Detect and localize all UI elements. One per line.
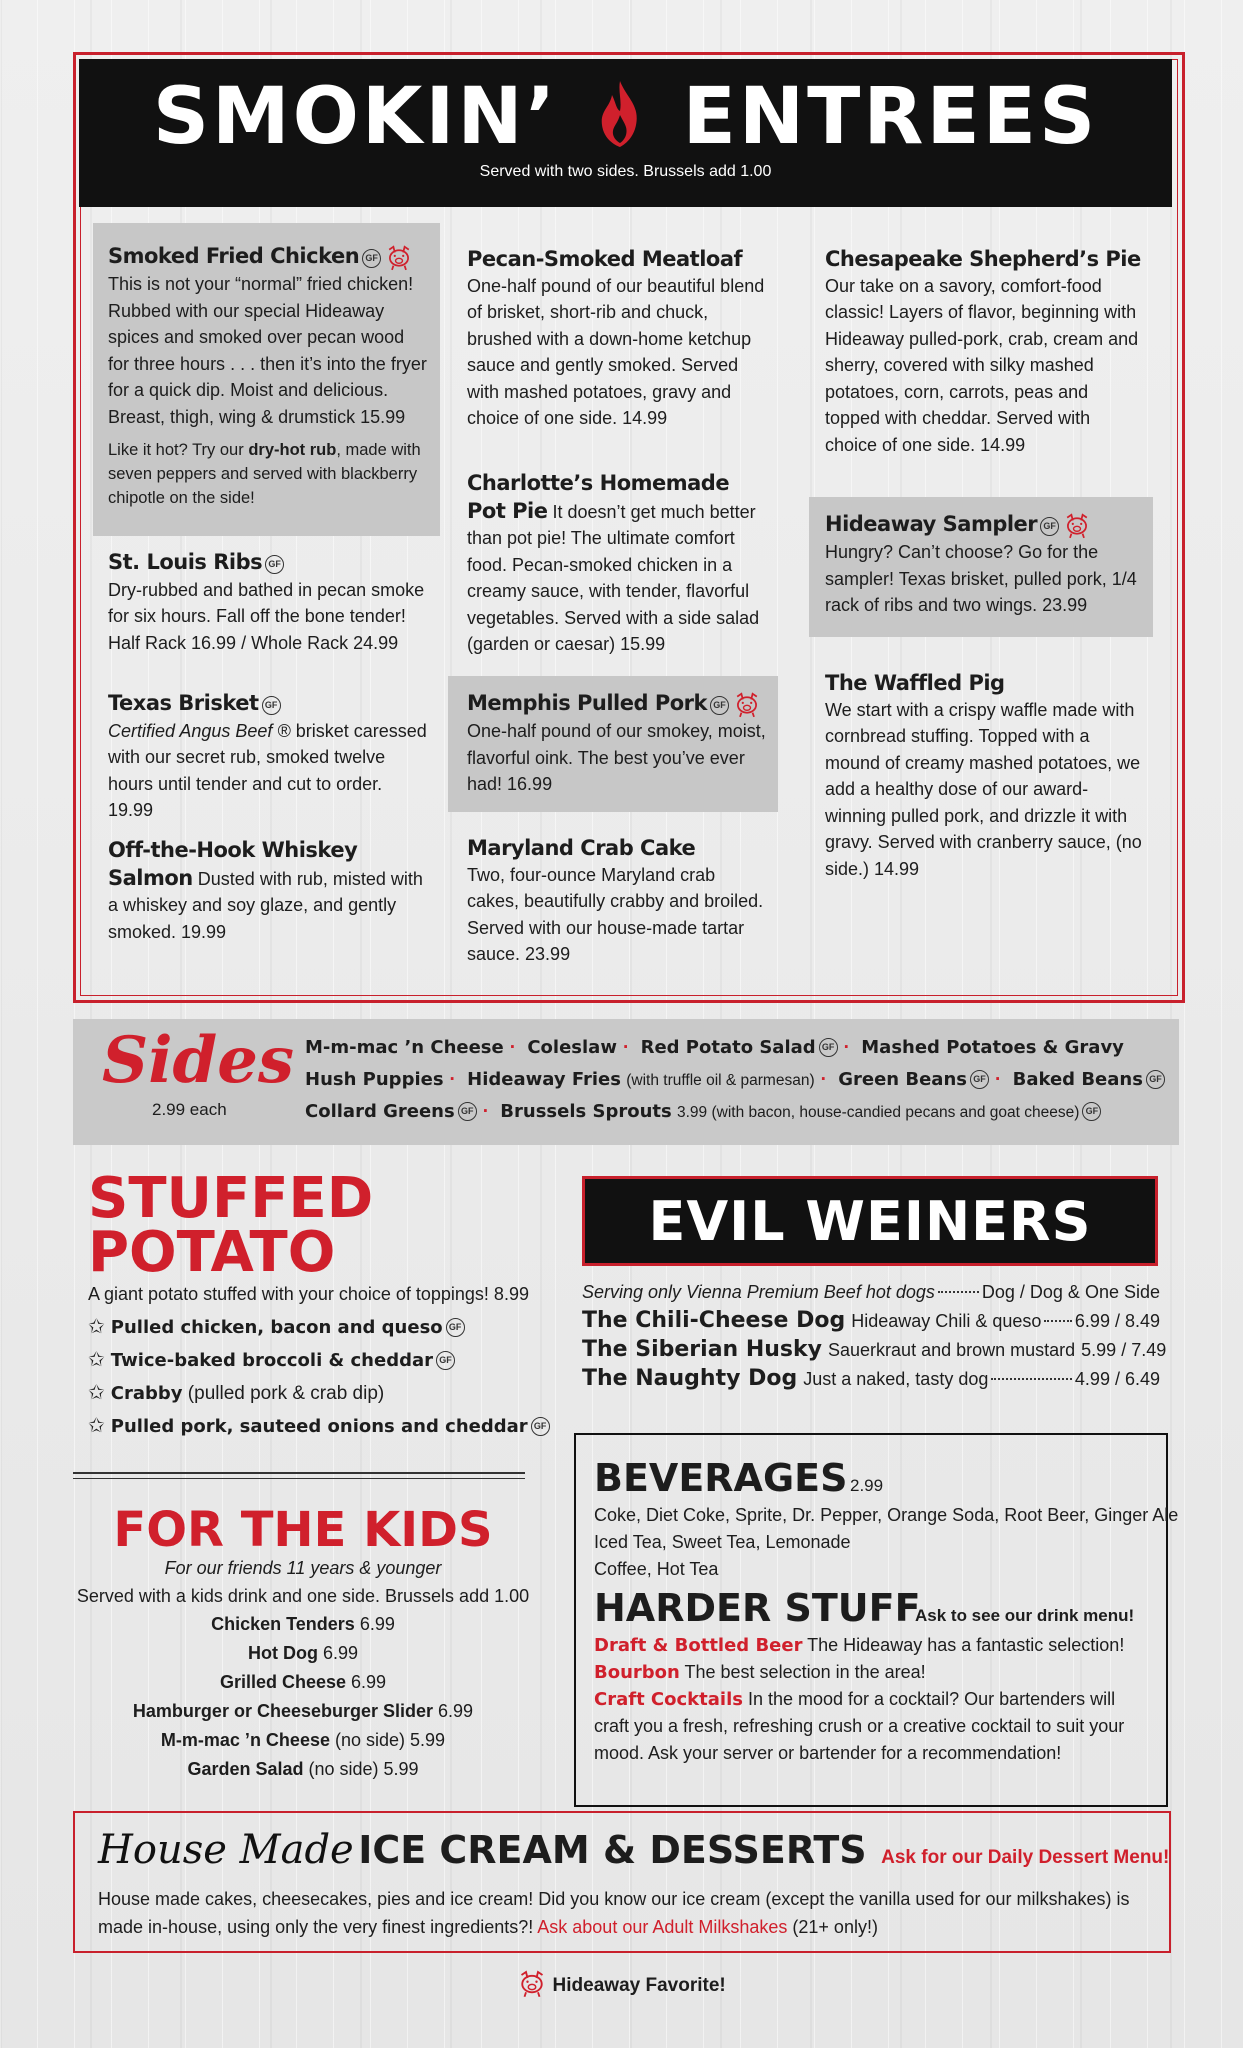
item-name: The Waffled Pig xyxy=(825,671,1005,695)
kids-title: FOR THE KIDS xyxy=(113,1502,493,1558)
entrees-title: SMOKIN’ ENTREES xyxy=(152,72,1099,162)
item-name: Hideaway Sampler xyxy=(825,512,1038,536)
item-description: Certified Angus Beef ® brisket caressed with our secret rub, smoked twelve hours until tender and cut to order. 19.99 xyxy=(108,720,427,820)
menu-item-ribs xyxy=(108,549,430,656)
gluten-free-icon: GF xyxy=(970,1070,989,1089)
item-description: It doesn’t get much better than pot pie! The ultimate comfort food. Pecan-smoked chicken in a creamy sauce, with tender, flavorful vegetables. Served with a side salad (garden or caesar) 15.99 xyxy=(467,501,760,654)
menu-item-brisket xyxy=(108,690,430,824)
item-name: Pecan-Smoked Meatloaf xyxy=(467,247,743,271)
pig-icon xyxy=(517,1970,547,1998)
harder-stuff-title: HARDER STUFF xyxy=(594,1586,921,1630)
item-description: Hungry? Can’t choose? Go for the sampler! Texas brisket, pulled pork, 1/4 rack of ribs and two wings. 23.99 xyxy=(825,542,1137,616)
drink-item: Craft Cocktails In the mood for a cocktail? Our bartenders will craft you a fresh, refreshing crush or a creative cocktail to suit your mood. Ask your server or bartender for a recommendation! xyxy=(594,1689,1125,1763)
gluten-free-icon: GF xyxy=(1146,1070,1165,1089)
item-description: One-half pound of our smokey, moist, flavorful oink. The best you’ve ever had! 16.99 xyxy=(467,721,766,795)
gluten-free-icon: GF xyxy=(265,555,284,574)
kids-item: Grilled Cheese 6.99 xyxy=(219,1672,387,1692)
gluten-free-icon: GF xyxy=(1082,1102,1101,1121)
sides-line-2: Hush Puppies · Hideaway Fries (with truffle oil & parmesan) · Green Beans GF · Baked Beans GF xyxy=(305,1069,1165,1091)
item-name: Chesapeake Shepherd’s Pie xyxy=(825,247,1141,271)
menu-item-crab-cake xyxy=(467,835,772,968)
beverage-line: Coke, Diet Coke, Sprite, Dr. Pepper, Orange Soda, Root Beer, Ginger Ale xyxy=(594,1505,1179,1525)
kids-item: Garden Salad (no side) 5.99 xyxy=(187,1759,419,1779)
kids-item: Hot Dog 6.99 xyxy=(247,1643,359,1663)
pig-icon xyxy=(385,245,413,271)
menu-item-waffled-pig xyxy=(825,670,1143,882)
star-icon: ✩ xyxy=(88,1415,105,1437)
beverage-line: Iced Tea, Sweet Tea, Lemonade xyxy=(594,1532,851,1552)
beverages-title: BEVERAGES xyxy=(594,1456,848,1500)
item-name: Texas Brisket xyxy=(108,691,259,715)
weiners-title: EVIL WEINERS xyxy=(648,1190,1092,1253)
potato-topping: ✩ Pulled chicken, bacon and queso GF xyxy=(88,1314,465,1339)
drink-item: Bourbon The best selection in the area! xyxy=(594,1662,926,1683)
kids-item: Chicken Tenders 6.99 xyxy=(211,1614,395,1634)
item-description: Our take on a savory, comfort-food classic! Layers of flavor, beginning with Hideaway pulled-pork, crab, cream and sherry, covered with silky mashed potatoes, corn, carrots, peas and topped with cheddar. Served with choice of one side. 14.99 xyxy=(825,275,1139,455)
potato-topping: ✩ Twice-baked broccoli & cheddar GF xyxy=(88,1347,455,1372)
footer-legend: Hideaway Favorite! xyxy=(0,1970,1243,1998)
item-name: Smoked Fried Chicken xyxy=(108,244,360,268)
potato-description: A giant potato stuffed with your choice of toppings! 8.99 xyxy=(88,1284,529,1304)
pig-icon xyxy=(1063,513,1091,539)
item-name: Memphis Pulled Pork xyxy=(467,691,707,715)
kids-item: M-m-mac ’n Cheese (no side) 5.99 xyxy=(160,1730,446,1750)
pig-icon xyxy=(733,692,761,718)
star-icon: ✩ xyxy=(88,1316,105,1338)
item-description: Dry-rubbed and bathed in pecan smoke for six hours. Fall off the bone tender! Half Rack 16.99 / Whole Rack 24.99 xyxy=(108,579,425,653)
item-description: Two, four-ounce Maryland crab cakes, beautifully crabby and broiled. Served with our house-made tartar sauce. 23.99 xyxy=(467,864,764,964)
item-note: Like it hot? Try our dry-hot rub, made with seven peppers and served with blackberry chipotle on the side! xyxy=(108,441,421,508)
weiner-item: The Naughty Dog Just a naked, tasty dog 4.99 / 6.49 xyxy=(582,1366,1160,1391)
item-description: Dusted with rub, misted with a whiskey and soy glaze, and gently smoked. 19.99 xyxy=(108,868,423,942)
potato-title: STUFFED POTATO xyxy=(88,1166,374,1285)
menu-item-pot-pie xyxy=(467,470,772,658)
menu-item-salmon xyxy=(108,837,430,945)
gluten-free-icon: GF xyxy=(819,1038,838,1057)
gluten-free-icon: GF xyxy=(531,1417,550,1436)
item-name: Charlotte’s Homemade Pot Pie xyxy=(467,471,730,523)
kids-subtitle: For our friends 11 years & younger xyxy=(164,1558,442,1578)
star-icon: ✩ xyxy=(88,1349,105,1371)
item-description: One-half pound of our beautiful blend of brisket, short-rib and chuck, brushed with a down-home ketchup sauce and gently smoked. Served with mashed potatoes, gravy and choice of one side. 14.99 xyxy=(467,275,765,428)
item-name: Maryland Crab Cake xyxy=(467,836,696,860)
weiner-item: The Chili-Cheese Dog Hideaway Chili & queso 6.99 / 8.49 xyxy=(582,1308,1160,1333)
item-description: We start with a crispy waffle made with cornbread stuffing. Topped with a mound of creamy mashed potatoes, we add a healthy dose of our award-winning pulled pork, and drizzle it with gravy. Served with cranberry sauce, (no side.) 14.99 xyxy=(825,699,1142,879)
sides-line-3: Collard Greens GF · Brussels Sprouts 3.99 (with bacon, house-candied pecans and goat cheese) GF xyxy=(305,1101,1101,1123)
star-icon: ✩ xyxy=(88,1382,105,1404)
kids-served-note: Served with a kids drink and one side. Brussels add 1.00 xyxy=(76,1586,530,1606)
gluten-free-icon: GF xyxy=(458,1102,477,1121)
menu-item-meatloaf xyxy=(467,246,772,432)
kids-item: Hamburger or Cheeseburger Slider 6.99 xyxy=(132,1701,474,1721)
weiner-item: The Siberian Husky Sauerkraut and brown mustard 5.99 / 7.49 xyxy=(582,1337,1167,1362)
beverage-line: Coffee, Hot Tea xyxy=(594,1559,719,1579)
sides-title: Sides xyxy=(102,1023,295,1098)
beverages-price: 2.99 xyxy=(850,1476,884,1495)
menu-item-shepherds-pie xyxy=(825,246,1143,458)
gluten-free-icon: GF xyxy=(710,696,729,715)
potato-topping: ✩ Pulled pork, sauteed onions and cheddar GF xyxy=(88,1413,550,1438)
weiners-intro: Serving only Vienna Premium Beef hot dogs Dog / Dog & One Side xyxy=(582,1282,1160,1302)
flame-icon xyxy=(596,79,644,149)
drink-item: Draft & Bottled Beer The Hideaway has a fantastic selection! xyxy=(594,1635,1125,1656)
menu-item-pulled-pork xyxy=(467,690,772,798)
item-name: St. Louis Ribs xyxy=(108,550,263,574)
menu-item-sampler xyxy=(825,511,1143,619)
entrees-subtitle: Served with two sides. Brussels add 1.00 xyxy=(479,163,772,180)
gluten-free-icon: GF xyxy=(1040,517,1059,536)
item-name: Off-the-Hook Whiskey Salmon xyxy=(108,838,358,890)
harder-stuff-note: Ask to see our drink menu! xyxy=(915,1606,1135,1625)
gluten-free-icon: GF xyxy=(262,696,281,715)
desserts-description: House made cakes, cheesecakes, pies and ice cream! Did you know our ice cream (except the vanilla used for our milkshakes) is made in-house, using only the very finest ingredients?! Ask about our Adult Milkshakes (21+ only!) xyxy=(98,1889,1130,1937)
gluten-free-icon: GF xyxy=(446,1318,465,1337)
potato-topping: ✩ Crabby (pulled pork & crab dip) xyxy=(88,1382,385,1404)
sides-price: 2.99 each xyxy=(152,1100,227,1119)
gluten-free-icon: GF xyxy=(362,249,381,268)
menu-item-fried-chicken xyxy=(108,243,430,510)
sides-line-1: M-m-mac ’n Cheese · Coleslaw · Red Potato Salad GF · Mashed Potatoes & Gravy xyxy=(305,1037,1124,1058)
desserts-title: House Made ICE CREAM & DESSERTS Ask for our Daily Dessert Menu! xyxy=(98,1827,1170,1873)
divider xyxy=(73,1472,525,1479)
gluten-free-icon: GF xyxy=(436,1351,455,1370)
item-description: This is not your “normal” fried chicken! Rubbed with our special Hideaway spices and smoked over pecan wood for three hours . . . then it’s into the fryer for a quick dip. Moist and delicious. Breast, thigh, wing & drumstick 15.99 xyxy=(108,274,427,427)
